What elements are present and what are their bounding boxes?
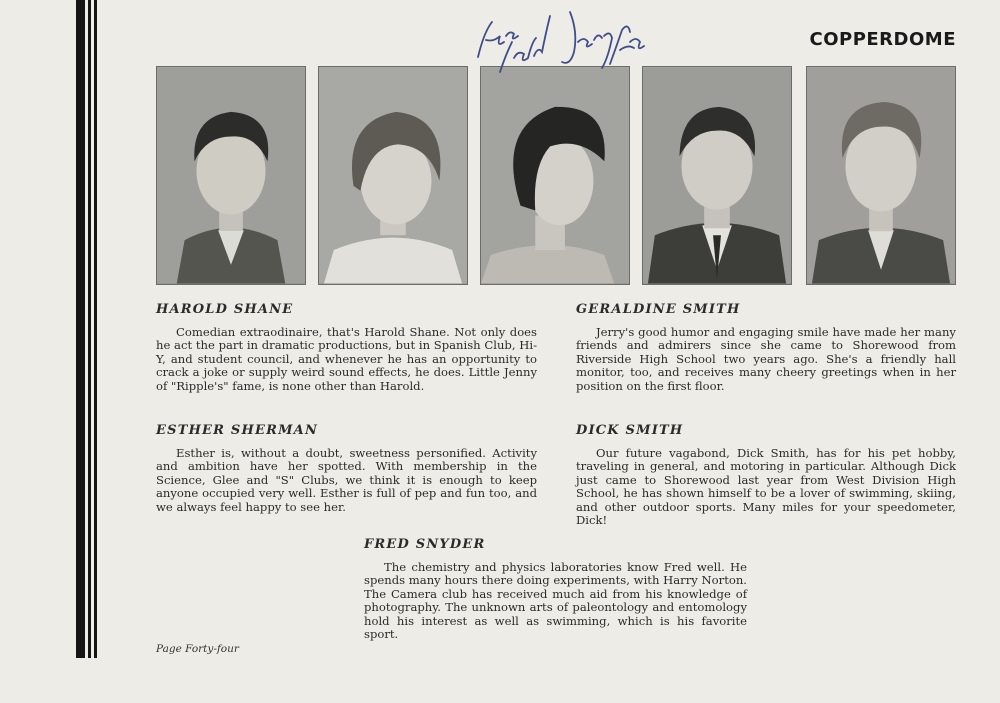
student-name-esther-sherman: ESTHER SHERMAN: [156, 423, 319, 438]
portrait-fred-snyder: [806, 66, 956, 285]
portrait-illustration: [643, 67, 791, 284]
student-bio-dick-smith: Our future vagabond, Dick Smith, has for his pet hobby, traveling in general, and motoring in particular. Although Dick just came to Shorewood last year from West Division High School, he has shown himself to be a lover of swimming, skiing, and other outdoor sports. Many miles for your speedometer, Dick!: [576, 446, 956, 528]
student-bio-fred-snyder: The chemistry and physics laboratories know Fred well. He spends many hours there doing experiments, with Harry Norton. The Camera club has received much aid from his knowledge of photography. The unknown arts of paleontology and entomology hold his interest as well as swimming, which is his favorite sport.: [364, 560, 747, 642]
handwritten-signature: [470, 2, 660, 82]
page-number: Page Forty-four: [156, 643, 239, 655]
binding-bar-thick: [76, 0, 85, 658]
portrait-geraldine-smith: [480, 66, 630, 285]
portrait-illustration: [157, 67, 305, 284]
portrait-illustration: [807, 67, 955, 284]
portrait-dick-smith: [642, 66, 792, 285]
portrait-harold-shane: [156, 66, 306, 285]
student-bio-harold-shane: Comedian extraodinaire, that's Harold Shane. Not only does he act the part in dramatic productions, but in Spanish Club, Hi-Y, and student council, and whenever he has an opportunity to crack a joke or supply weird sound effects, he does. Little Jenny of "Ripple's" fame, is none other than Harold.: [156, 325, 537, 393]
binding-bar-thin: [94, 0, 97, 658]
student-name-harold-shane: HAROLD SHANE: [156, 302, 294, 317]
student-name-geraldine-smith: GERALDINE SMITH: [576, 302, 741, 317]
student-bio-esther-sherman: Esther is, without a doubt, sweetness personified. Activity and ambition have her spotted. With membership in the Science, Glee and "S" Clubs, we think it is enough to keep anyone occupied very well. Esther is full of pep and fun too, and we always feel happy to see her.: [156, 446, 537, 514]
student-name-dick-smith: DICK SMITH: [576, 423, 684, 438]
portrait-esther-sherman: [318, 66, 468, 285]
yearbook-title: COPPERDOME: [809, 29, 956, 50]
portrait-illustration: [481, 67, 629, 284]
student-bio-geraldine-smith: Jerry's good humor and engaging smile have made her many friends and admirers since she came to Shorewood from Riverside High School two years ago. She's a friendly hall monitor, too, and receives many cheery greetings when in her position on the first floor.: [576, 325, 956, 393]
student-name-fred-snyder: FRED SNYDER: [364, 537, 486, 552]
binding-bar-thin: [88, 0, 91, 658]
portrait-illustration: [319, 67, 467, 284]
signature-scribble: [470, 2, 660, 82]
